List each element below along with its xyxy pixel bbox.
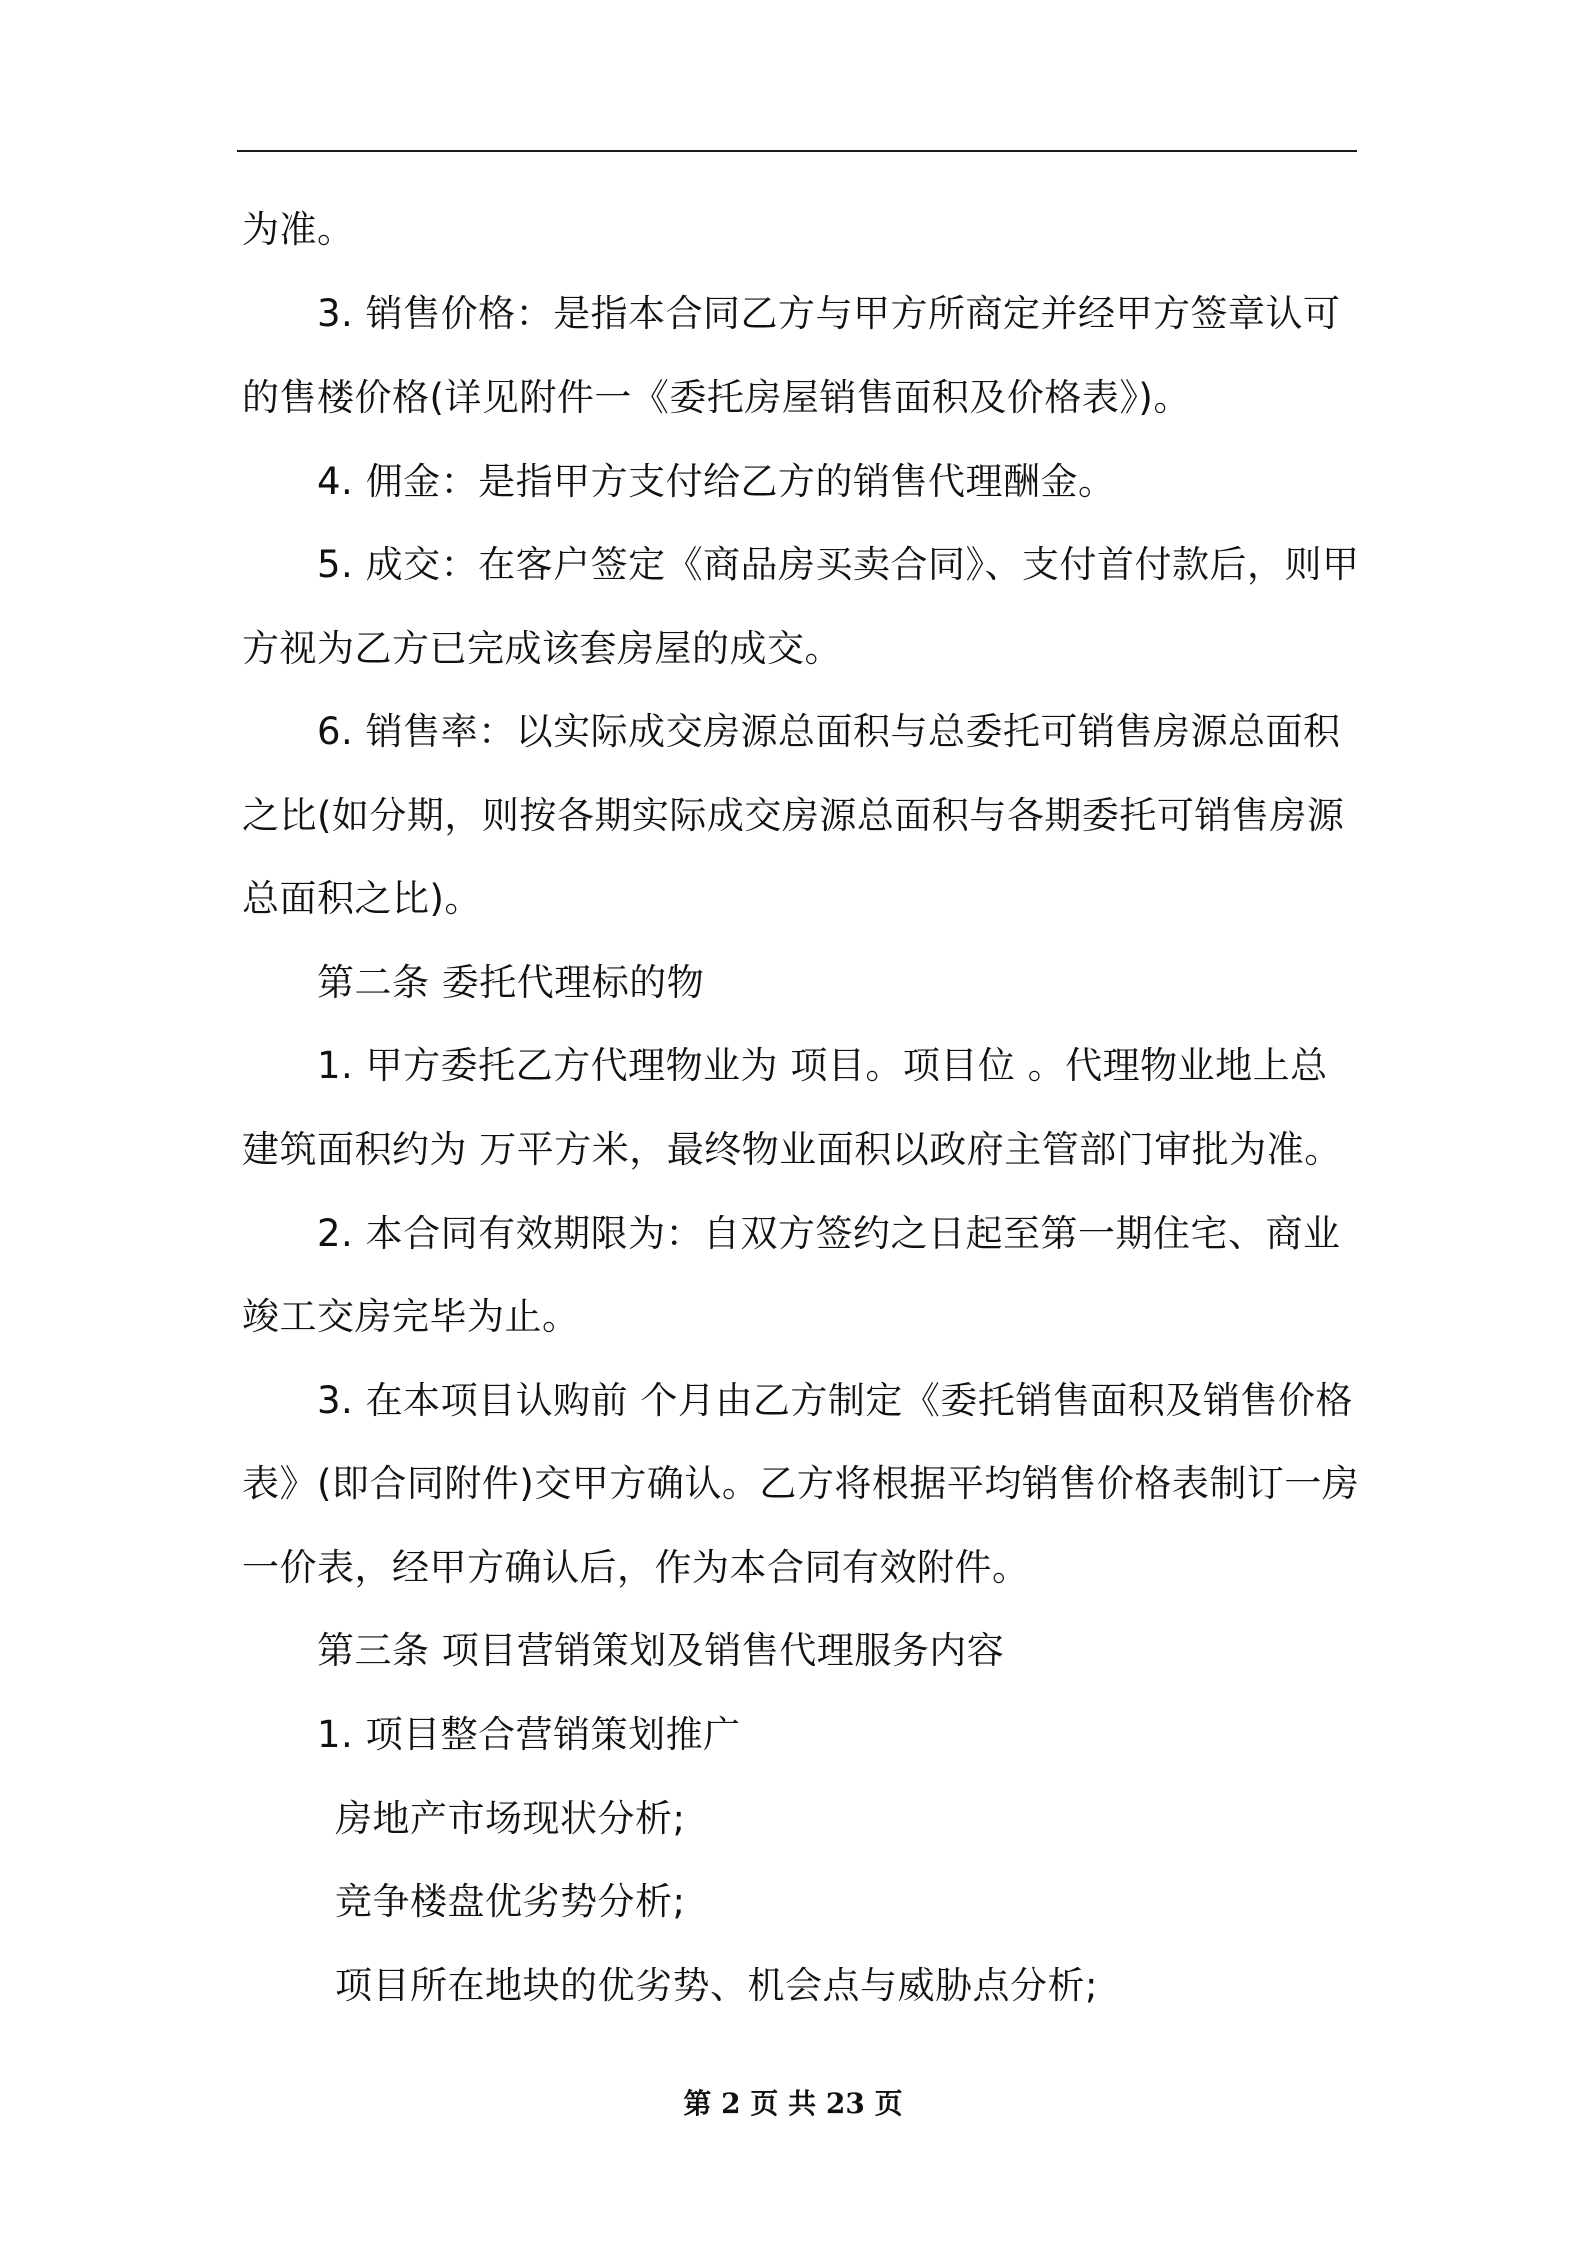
text-line: 2. 本合同有效期限为：自双方签约之日起至第一期住宅、商业: [317, 1212, 1341, 1255]
list-item: 项目所在地块的优劣势、机会点与威胁点分析;: [335, 1964, 1098, 2007]
text-line: 1. 项目整合营销策划推广: [317, 1713, 741, 1756]
section-heading: 第三条 项目营销策划及销售代理服务内容: [317, 1629, 1005, 1672]
text-line: 建筑面积约为 万平方米，最终物业面积以政府主管部门审批为准。: [242, 1128, 1342, 1171]
text-line: 3. 在本项目认购前 个月由乙方制定《委托销售面积及销售价格: [317, 1379, 1353, 1422]
text-line: 一价表，经甲方确认后，作为本合同有效附件。: [242, 1546, 1030, 1589]
page-number-footer: 第 2 页 共 23 页: [683, 2087, 903, 2120]
text-line: 6. 销售率：以实际成交房源总面积与总委托可销售房源总面积: [317, 710, 1341, 753]
list-item: 竞争楼盘优劣势分析;: [335, 1880, 686, 1923]
text-line: 方视为乙方已完成该套房屋的成交。: [242, 627, 842, 670]
text-line: 3. 销售价格：是指本合同乙方与甲方所商定并经甲方签章认可: [317, 292, 1341, 335]
text-line: 表》(即合同附件)交甲方确认。乙方将根据平均销售价格表制订一房: [242, 1462, 1360, 1505]
text-line: 总面积之比)。: [242, 877, 482, 920]
text-line: 4. 佣金：是指甲方支付给乙方的销售代理酬金。: [317, 460, 1116, 503]
text-line: 5. 成交：在客户签定《商品房买卖合同》、支付首付款后，则甲: [317, 543, 1360, 586]
section-heading: 第二条 委托代理标的物: [317, 961, 705, 1004]
header-rule: [237, 150, 1357, 152]
text-line: 1. 甲方委托乙方代理物业为 项目。项目位 。代理物业地上总: [317, 1044, 1328, 1087]
text-line: 之比(如分期，则按各期实际成交房源总面积与各期委托可销售房源: [242, 794, 1345, 837]
text-line: 为准。: [242, 208, 355, 251]
text-line: 竣工交房完毕为止。: [242, 1295, 580, 1338]
text-line: 的售楼价格(详见附件一《委托房屋销售面积及价格表》)。: [242, 376, 1191, 419]
list-item: 房地产市场现状分析;: [335, 1797, 686, 1840]
